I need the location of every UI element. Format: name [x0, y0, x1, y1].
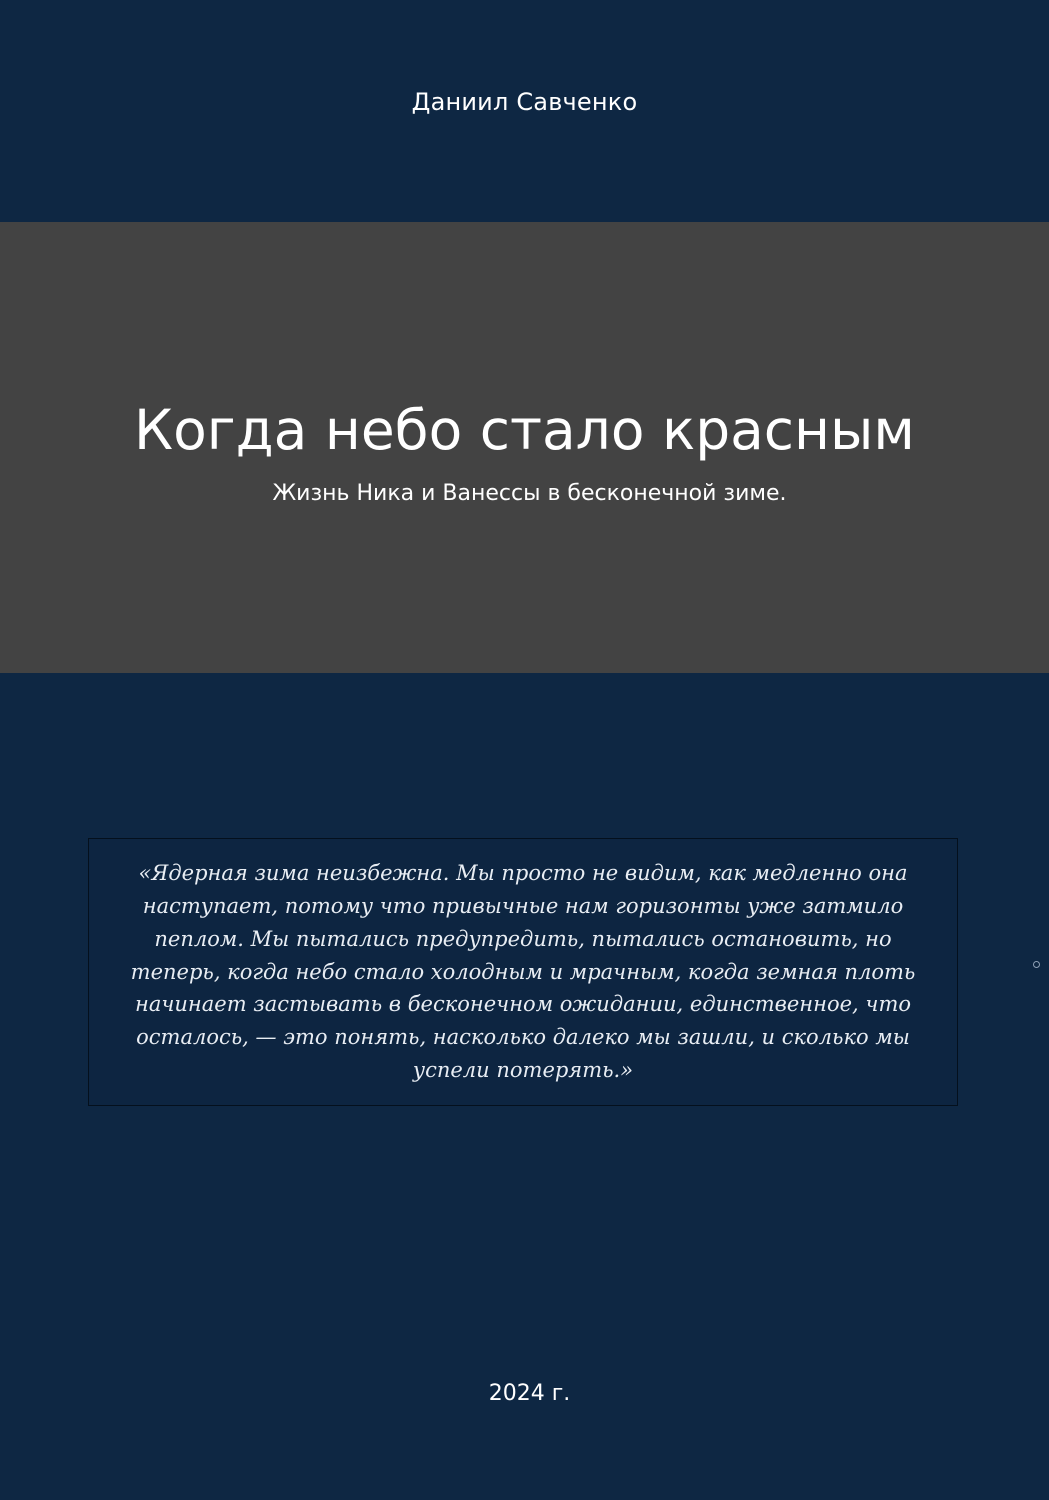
- book-title: Когда небо стало красным: [134, 398, 915, 462]
- small-circle-icon: [1033, 961, 1040, 968]
- publication-year: 2024 г.: [488, 1381, 571, 1406]
- book-subtitle: Жизнь Ника и Ванессы в бесконечной зиме.: [272, 481, 787, 506]
- epigraph-text: «Ядерная зима неизбежна. Мы просто не видим, как медленно она наступает, потому что привычные нам горизонты уже затмило пеплом. Мы пытались предупредить, пытались остановить, но теперь, когда небо стало холодным и мрачным, когда земная плоть начинает застывать в бесконечном ожидании, единственное, что осталось, — это понять, насколько далеко мы зашли, и сколько мы успели потерять.»: [130, 861, 916, 1082]
- author-name: Даниил Савченко: [411, 88, 638, 116]
- epigraph-box: [88, 838, 958, 1106]
